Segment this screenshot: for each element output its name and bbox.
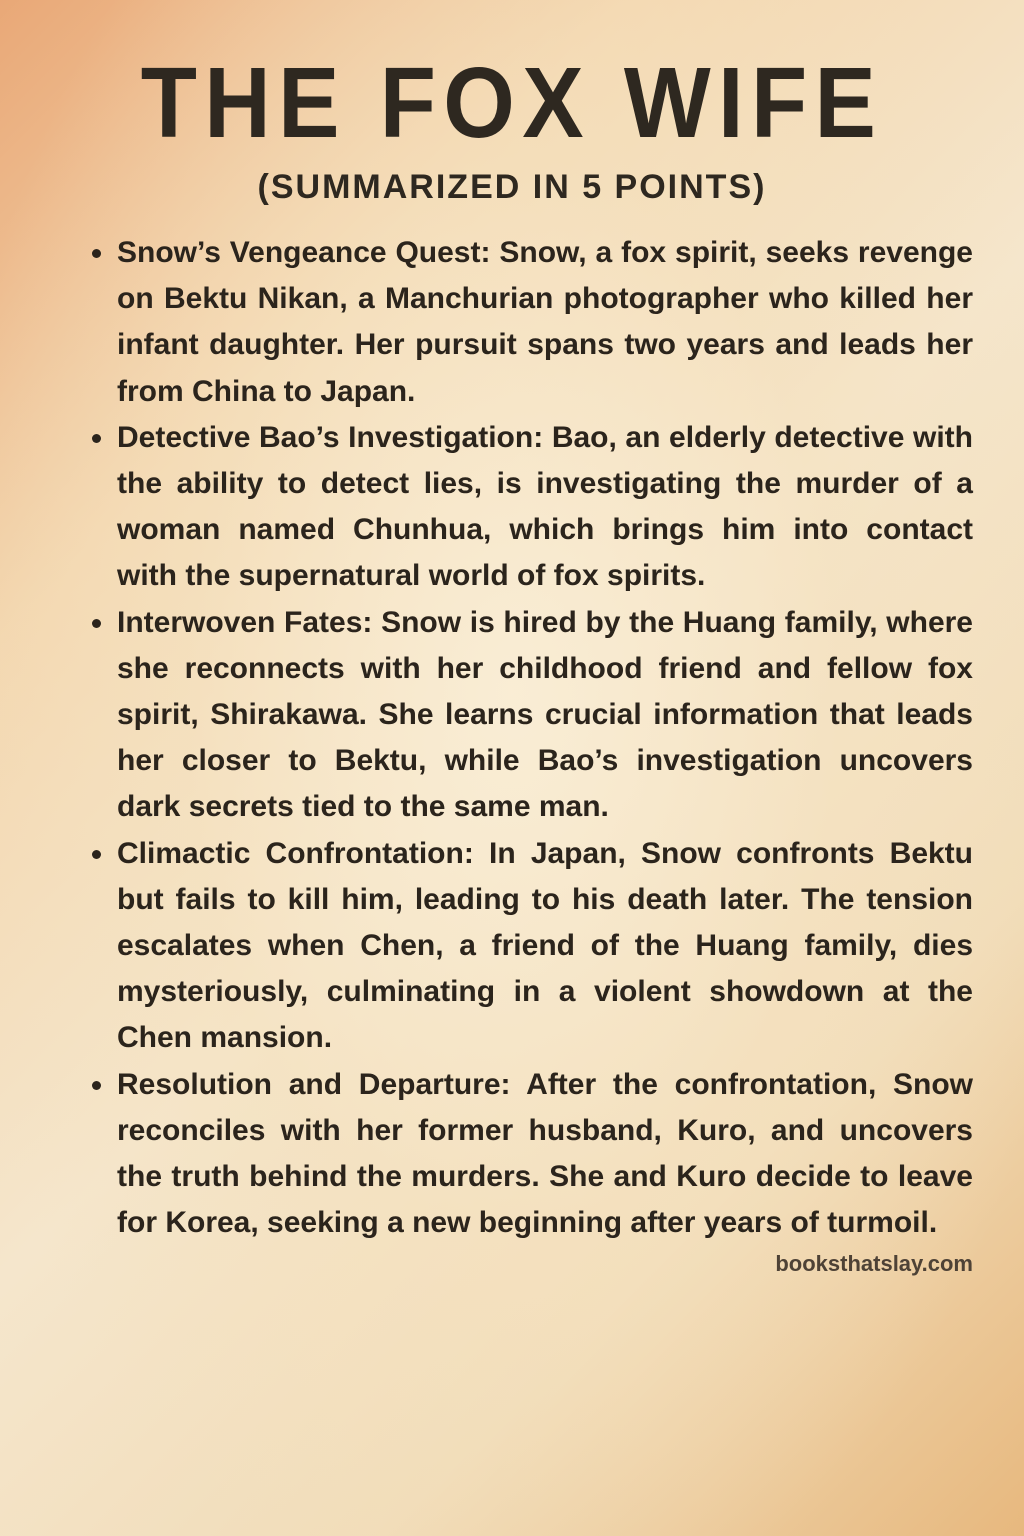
point-term: Snow’s Vengeance Quest: <box>117 236 491 269</box>
point-text: Snow is hired by the Huang family, where she reconnects with her childhood friend and fellow fox spirit, Shirakawa. She learns crucial information that leads her closer to Bektu, while Bao’s investigation uncovers dark secrets tied to the same man. <box>117 605 973 824</box>
list-item <box>117 831 973 1062</box>
point-text: After the confrontation, Snow reconciles with her former husband, Kuro, and uncovers the truth behind the murders. She and Kuro decide to leave for Korea, seeking a new beginning after years of turmoil. <box>117 1067 974 1240</box>
subtitle: (SUMMARIZED IN 5 POINTS) <box>257 168 767 206</box>
list-item <box>117 415 973 600</box>
point-text: Bao, an elderly detective with the ability to detect lies, is investigating the murder of a woman named Chunhua, which brings him into contact with the supernatural world of fox spirits. <box>117 420 973 593</box>
point-term: Interwoven Fates: <box>117 605 373 639</box>
site-credit: booksthatslay.com <box>775 1251 973 1277</box>
point-term: Climactic Confrontation: <box>117 836 474 870</box>
list-item <box>117 600 973 831</box>
list-item <box>117 230 973 415</box>
point-term: Detective Bao’s Investigation: <box>117 420 544 454</box>
page-title: THE FOX WIFE <box>140 47 884 159</box>
content <box>117 230 973 1288</box>
summary-list <box>117 230 973 1246</box>
point-text: Snow, a fox spirit, seeks revenge on Bektu Nikan, a Manchurian photographer who killed her infant daughter. Her pursuit spans two years and leads her from China to Japan. <box>117 236 973 408</box>
point-term: Resolution and Departure: <box>117 1067 511 1101</box>
point-text: In Japan, Snow confronts Bektu but fails to kill him, leading to his death later. The tension escalates when Chen, a friend of the Huang family, dies mysteriously, culminating in a violent showdown at the Chen mansion. <box>117 836 974 1055</box>
list-item <box>117 1062 973 1247</box>
